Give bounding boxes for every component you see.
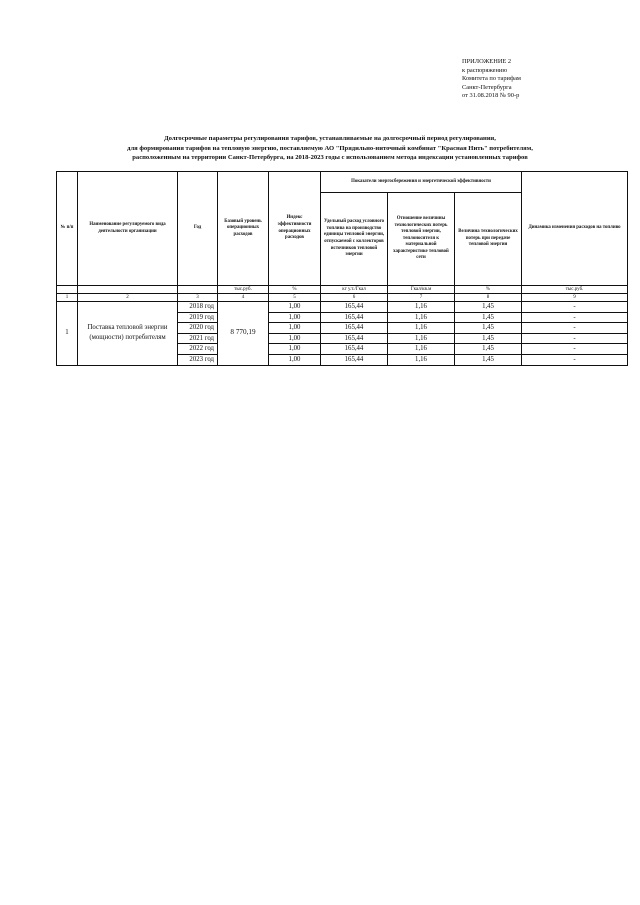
dynamics-cell: - xyxy=(522,302,628,313)
ratio-cell: 1,16 xyxy=(388,323,455,334)
header-year: Год xyxy=(178,172,218,286)
fuel-cell: 165,44 xyxy=(321,344,388,355)
losses-cell: 1,45 xyxy=(455,302,522,313)
base-level-value: 8 770,19 xyxy=(218,302,269,366)
losses-cell: 1,45 xyxy=(455,354,522,365)
fuel-cell: 165,44 xyxy=(321,302,388,313)
header-base-level: Базовый уровень операционных расходов xyxy=(218,172,269,286)
header-energy-saving-group: Показатели энергосбережения и энергетической эффективности xyxy=(321,172,522,193)
unit-dynamics: тыс.руб. xyxy=(522,286,628,294)
dynamics-cell: - xyxy=(522,333,628,344)
index-cell: 1,00 xyxy=(269,344,321,355)
index-cell: 1,00 xyxy=(269,354,321,365)
unit-fuel: кг у.т./Гкал xyxy=(321,286,388,294)
appendix-block xyxy=(462,58,622,101)
units-row xyxy=(57,286,628,294)
index-cell: 1,00 xyxy=(269,302,321,313)
dynamics-cell: - xyxy=(522,344,628,355)
appendix-line: Санкт-Петербурга xyxy=(462,83,512,91)
service-name: Поставка тепловой энергии (мощности) потребителям xyxy=(78,302,178,366)
column-number: 2 xyxy=(78,294,178,302)
losses-cell: 1,45 xyxy=(455,312,522,323)
unit-losses: % xyxy=(455,286,522,294)
header-fuel-consumption: Удельный расход условного топлива на производство единицы тепловой энергии, отпускаемой с коллекторов источников тепловой энергии xyxy=(321,193,388,286)
title-line: расположенным на территории Санкт-Петербурга, на 2018-2023 годы с использованием метода индексации установленных тарифов xyxy=(132,154,528,162)
dynamics-cell: - xyxy=(522,354,628,365)
fuel-cell: 165,44 xyxy=(321,323,388,334)
column-number: 3 xyxy=(178,294,218,302)
index-cell: 1,00 xyxy=(269,323,321,334)
appendix-date-number: от 31.08.2018 № 90-р xyxy=(462,92,520,100)
dynamics-cell: - xyxy=(522,323,628,334)
title-line: для формирования тарифов на тепловую энергию, поставляемую АО "Прядильно-ниточный комбинат "Красная Нить" потребителям, xyxy=(127,144,533,152)
table-row xyxy=(57,302,628,313)
year-cell: 2019 год xyxy=(178,312,218,323)
header-number: № п/п xyxy=(57,172,78,286)
header-losses-ratio: Отношение величины технологических потерь тепловой энергии, теплоносителя к материальной характеристике тепловой сети xyxy=(388,193,455,286)
header-organization: Наименование регулируемого вида деятельности организации xyxy=(78,172,178,286)
header-efficiency-index: Индекс эффективности операционных расходов xyxy=(269,172,321,286)
year-cell: 2020 год xyxy=(178,323,218,334)
header-technological-losses: Величина технологических потерь при передаче тепловой энергии xyxy=(455,193,522,286)
fuel-cell: 165,44 xyxy=(321,354,388,365)
ratio-cell: 1,16 xyxy=(388,312,455,323)
ratio-cell: 1,16 xyxy=(388,333,455,344)
column-number: 1 xyxy=(57,294,78,302)
dynamics-cell: - xyxy=(522,312,628,323)
index-cell: 1,00 xyxy=(269,312,321,323)
column-number: 9 xyxy=(522,294,628,302)
losses-cell: 1,45 xyxy=(455,333,522,344)
header-fuel-dynamics: Динамика изменения расходов на топливо xyxy=(522,172,628,286)
year-cell: 2018 год xyxy=(178,302,218,313)
column-numbers-row xyxy=(57,294,628,302)
row-number: 1 xyxy=(57,302,78,366)
losses-cell: 1,45 xyxy=(455,344,522,355)
column-number: 8 xyxy=(455,294,522,302)
fuel-cell: 165,44 xyxy=(321,333,388,344)
ratio-cell: 1,16 xyxy=(388,302,455,313)
ratio-cell: 1,16 xyxy=(388,354,455,365)
title-line: Долгосрочные параметры регулирования тарифов, устанавливаемые на долгосрочный период регулирования, xyxy=(164,135,496,142)
document-title xyxy=(50,134,610,163)
appendix-line: Комитета по тарифам xyxy=(462,75,521,83)
ratio-cell: 1,16 xyxy=(388,344,455,355)
tariff-parameters-table xyxy=(56,171,628,366)
fuel-cell: 165,44 xyxy=(321,312,388,323)
column-number: 5 xyxy=(269,294,321,302)
column-number: 7 xyxy=(388,294,455,302)
index-cell: 1,00 xyxy=(269,333,321,344)
column-number: 4 xyxy=(218,294,269,302)
unit-index: % xyxy=(269,286,321,294)
unit-base: тыс.руб. xyxy=(218,286,269,294)
year-cell: 2022 год xyxy=(178,344,218,355)
year-cell: 2021 год xyxy=(178,333,218,344)
appendix-line: к распоряжению xyxy=(462,66,508,74)
appendix-heading: ПРИЛОЖЕНИЕ 2 xyxy=(462,58,512,65)
unit-ratio: Гкал/кв.м xyxy=(388,286,455,294)
losses-cell: 1,45 xyxy=(455,323,522,334)
column-number: 6 xyxy=(321,294,388,302)
year-cell: 2023 год xyxy=(178,354,218,365)
